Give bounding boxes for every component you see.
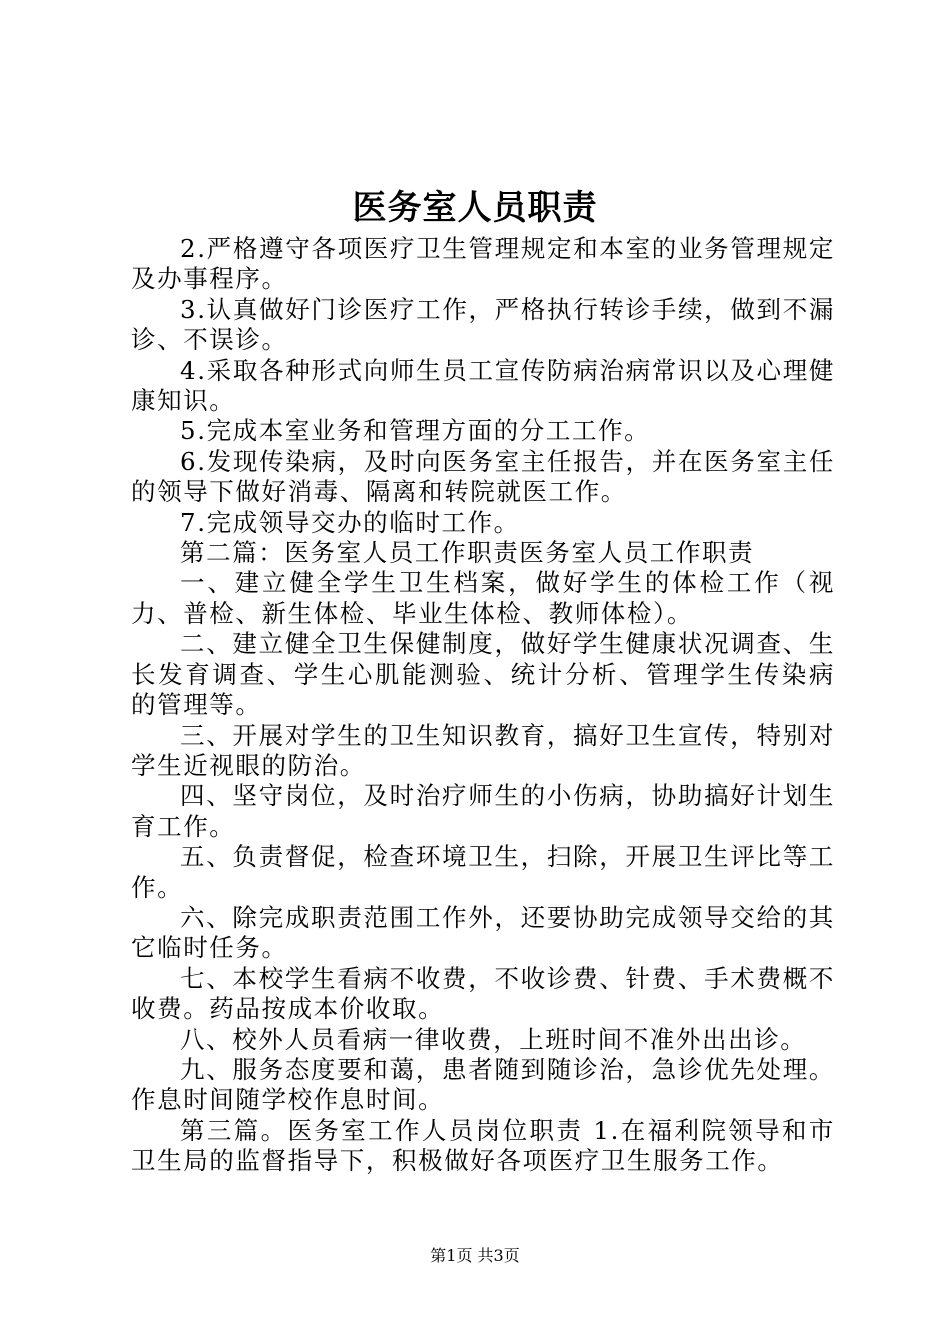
- paragraph: 2.严格遵守各项医疗卫生管理规定和本室的业务管理规定及办事程序。: [131, 234, 835, 294]
- paragraph: 4.采取各种形式向师生员工宣传防病治病常识以及心理健康知识。: [131, 355, 835, 416]
- document-title: 医务室人员职责: [352, 188, 598, 228]
- paragraph: 7.完成领导交办的临时工作。: [180, 507, 520, 537]
- document-body: [131, 234, 835, 1177]
- paragraph: 5.完成本室业务和管理方面的分工工作。: [180, 416, 651, 446]
- paragraph: 二、建立健全卫生保健制度，做好学生健康状况调查、生长发育调查、学生心肌能测验、统计分析、管理学生传染病的管理等。: [131, 629, 835, 720]
- paragraph: 五、负责督促，检查环境卫生，扫除，开展卫生评比等工作。: [131, 842, 835, 902]
- paragraph: 七、本校学生看病不收费，不收诊费、针费、手术费概不收费。药品按成本价收取。: [131, 963, 835, 1024]
- paragraph: 6.发现传染病，及时向医务室主任报告，并在医务室主任的领导下做好消毒、隔离和转院就医工作。: [131, 446, 835, 507]
- paragraph: 六、除完成职责范围工作外，还要协助完成领导交给的其它临时任务。: [131, 902, 835, 963]
- paragraph: 四、坚守岗位，及时治疗师生的小伤病，协助搞好计划生育工作。: [131, 781, 835, 841]
- paragraph: 第三篇。医务室工作人员岗位职责 1.在福利院领导和市卫生局的监督指导下，积极做好各项医疗卫生服务工作。: [131, 1115, 835, 1176]
- paragraph: 3.认真做好门诊医疗工作，严格执行转诊手续，做到不漏诊、不误诊。: [131, 294, 835, 355]
- paragraph: 九、服务态度要和蔼，患者随到随诊治，急诊优先处理。作息时间随学校作息时间。: [131, 1054, 835, 1115]
- page-footer: 第1页 共3页: [430, 1246, 520, 1265]
- section-heading: 第二篇：医务室人员工作职责医务室人员工作职责: [180, 538, 755, 568]
- paragraph: 八、校外人员看病一律收费，上班时间不准外出出诊。: [180, 1024, 807, 1054]
- paragraph: 三、开展对学生的卫生知识教育，搞好卫生宣传，特别对学生近视眼的防治。: [131, 720, 835, 780]
- paragraph: 一、建立健全学生卫生档案，做好学生的体检工作（视力、普检、新生体检、毕业生体检、教师体检）。: [131, 568, 835, 628]
